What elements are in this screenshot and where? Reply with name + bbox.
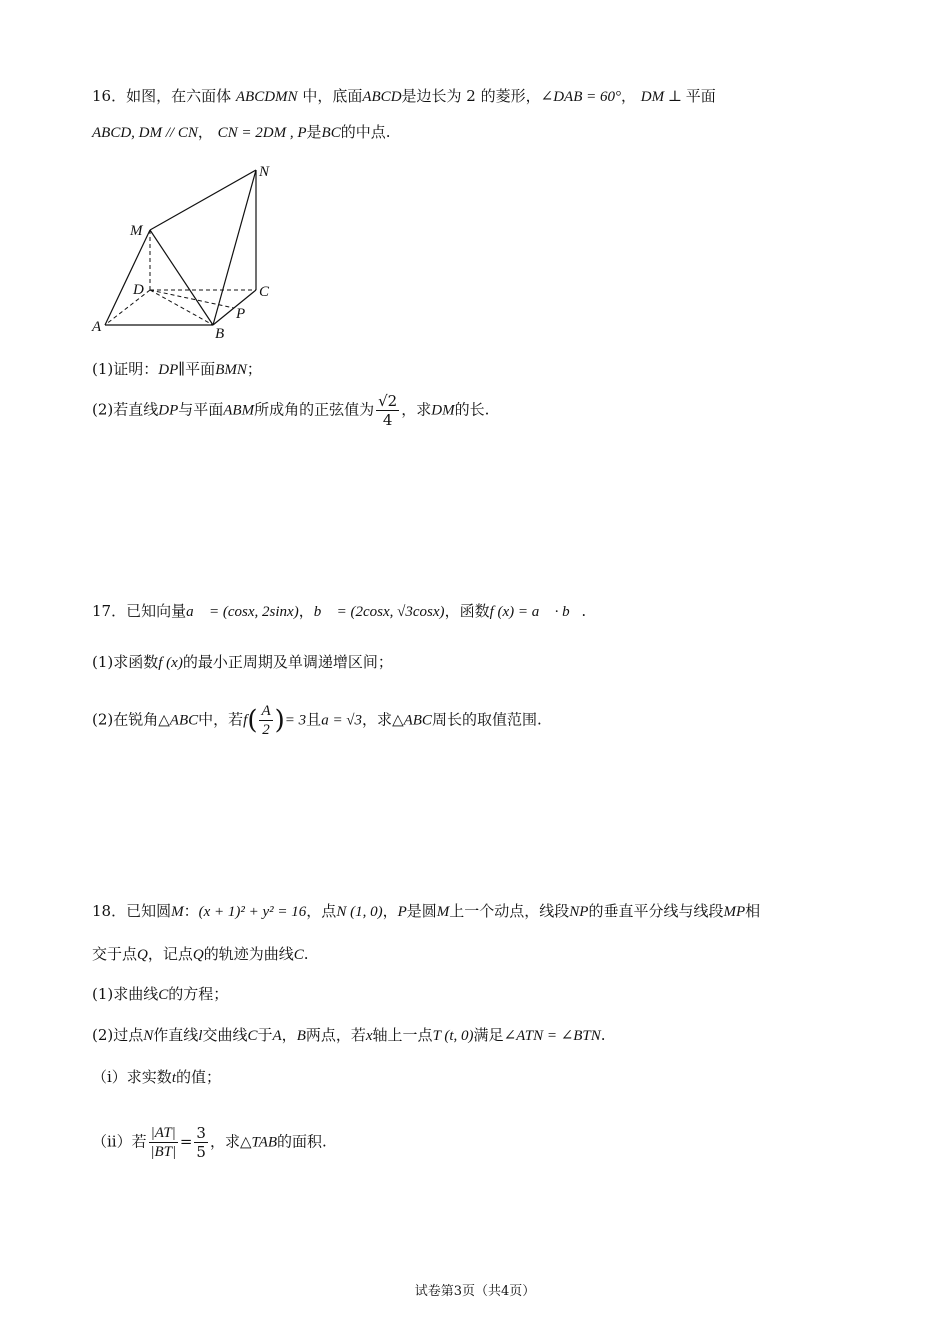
math: C (247, 1028, 258, 1044)
fraction-numerator: 3 (196, 1124, 206, 1142)
fraction (149, 1124, 178, 1161)
math: f (x) = a⃗ · b⃗ (489, 604, 582, 620)
p17-q1 (92, 651, 393, 674)
math: △ABC (392, 712, 432, 729)
fraction-numerator: A (261, 703, 271, 719)
math: B (296, 1028, 306, 1044)
text: 交曲线 (202, 1026, 248, 1044)
text: ∥平面 (178, 360, 216, 378)
text: 的值； (175, 1068, 221, 1086)
math: DM ⊥ (640, 89, 686, 105)
text: ，求 (209, 1132, 240, 1151)
fraction-denominator: 5 (196, 1143, 206, 1161)
label-M: M (130, 223, 143, 239)
text: 相 (745, 902, 761, 920)
math: f (243, 712, 248, 729)
math: NP (569, 904, 589, 920)
text: 两点，若 (305, 1026, 366, 1044)
edge-BC (213, 290, 256, 325)
text: = (179, 1132, 193, 1151)
label-B: B (215, 326, 225, 342)
text: ， (298, 602, 314, 620)
math: C (158, 987, 169, 1003)
math: C (293, 947, 304, 963)
text: 满足 (473, 1026, 504, 1044)
text: 中，底面 (302, 87, 363, 105)
text: 已知向量 (126, 602, 187, 620)
p16-q1 (92, 358, 262, 381)
fraction-numerator: |AT| (150, 1125, 176, 1141)
p16-line-1 (92, 85, 716, 108)
math: f (x) (158, 655, 183, 671)
text: ： (183, 902, 199, 920)
edge-MN (150, 170, 256, 230)
label-A: A (92, 319, 102, 335)
math: ∠ATN = ∠BTN (503, 1028, 601, 1044)
p16-line-2 (92, 121, 390, 144)
hexahedron-figure (80, 158, 300, 348)
math: MP (723, 904, 746, 920)
p18-s1 (92, 1066, 221, 1089)
text: 的面积. (277, 1132, 327, 1151)
text: ， (382, 902, 398, 920)
fraction-denominator: |BT| (150, 1144, 177, 1160)
math: N (143, 1028, 154, 1044)
math: M (436, 904, 450, 920)
text: 的最小正周期及单调递增区间； (182, 653, 393, 671)
math: BC (321, 125, 341, 141)
text: 是 (306, 123, 322, 141)
p18-line-2 (92, 943, 309, 966)
math: a⃗ = (cosx, 2sinx) (186, 604, 299, 620)
fraction (259, 702, 272, 739)
text: 轴上一点 (372, 1026, 433, 1044)
text: . (581, 602, 587, 620)
math: = 3 (284, 712, 307, 729)
label-P: P (236, 306, 246, 322)
text: ； (246, 360, 262, 378)
edge-DB (150, 290, 213, 325)
text: (1)求函数 (92, 653, 159, 671)
text: 平面 (685, 87, 716, 105)
text: ，函数 (444, 602, 490, 620)
page-footer: 试卷第3页（共4页） (414, 1284, 536, 1299)
text: 的中点. (340, 123, 391, 141)
math: ABCD, DM // CN (92, 125, 198, 141)
text: 上一个动点，线段 (449, 902, 570, 920)
math: DP (158, 362, 179, 378)
math: Q (192, 947, 204, 963)
text: 交于点 (92, 945, 138, 963)
p18-q2 (92, 1024, 606, 1047)
problem-number: 18． (92, 902, 127, 920)
math: DM (431, 402, 455, 419)
math: ABM (223, 402, 255, 419)
p16-q2 (92, 392, 489, 429)
math: ∠DAB = 60° (540, 89, 621, 105)
text: 所成角的正弦值为 (254, 400, 375, 419)
text: ， (281, 1026, 297, 1044)
fraction (194, 1124, 208, 1161)
text: ， (620, 87, 636, 105)
text: . (303, 945, 309, 963)
p17-q2 (92, 702, 542, 739)
p18-line-1 (92, 900, 760, 923)
math: b⃗ = (2cosx, √3cosx) (313, 604, 445, 620)
math: ABCD (362, 89, 402, 105)
label-C: C (259, 284, 270, 300)
text: 周长的取值范围. (431, 710, 542, 729)
text: 中，若 (198, 710, 244, 729)
paren-close: ) (274, 705, 285, 736)
p18-q1 (92, 983, 228, 1006)
text: 且 (306, 710, 322, 729)
text: 是圆 (406, 902, 437, 920)
fraction-numerator: √2 (378, 392, 398, 410)
math: A (272, 1028, 282, 1044)
math: DP (158, 402, 179, 419)
text: 是边长为 2 的菱形， (401, 87, 541, 105)
text: ，求 (401, 400, 432, 419)
edge-NB (213, 170, 256, 325)
math: t (171, 1070, 176, 1086)
math: BMN (215, 362, 247, 378)
fraction (376, 392, 399, 429)
text: （ii）若 (92, 1132, 147, 1151)
text: 与平面 (178, 400, 224, 419)
text: ， (197, 123, 213, 141)
paren-open: ( (247, 705, 258, 736)
text: . (600, 1026, 606, 1044)
text: ，点 (306, 902, 337, 920)
math: P (397, 904, 407, 920)
math: △ABC (158, 712, 199, 729)
text: 的方程； (168, 985, 229, 1003)
text: (2)过点 (92, 1026, 144, 1044)
problem-number: 17． (92, 602, 127, 620)
text: (1)求曲线 (92, 985, 159, 1003)
edge-MB (150, 230, 213, 325)
fraction-denominator: 2 (262, 722, 270, 738)
text: (2)在锐角 (92, 710, 159, 729)
math: △TAB (239, 1134, 278, 1151)
problem-number: 16． (92, 87, 127, 105)
text: 的垂直平分线与线段 (588, 902, 724, 920)
fraction-denominator: 4 (382, 411, 393, 429)
p18-s2 (92, 1124, 327, 1161)
math: (x + 1)² + y² = 16 (198, 904, 307, 920)
math: a = √3 (321, 712, 363, 729)
p17-line-1 (92, 600, 586, 623)
math: l (198, 1028, 203, 1044)
text: 的长. (454, 400, 490, 419)
label-D: D (133, 282, 144, 298)
math: CN = 2DM , P (217, 125, 307, 141)
text: (2)若直线 (92, 400, 159, 419)
label-N: N (259, 164, 270, 180)
text: (1)证明： (92, 360, 159, 378)
text: ，记点 (147, 945, 193, 963)
math: x (365, 1028, 373, 1044)
math: N (1, 0) (336, 904, 383, 920)
text: 的轨迹为曲线 (203, 945, 294, 963)
edge-AM (105, 230, 150, 325)
math: ABCDMN (235, 89, 298, 105)
math: T (t, 0) (432, 1028, 474, 1044)
math: M (171, 904, 184, 920)
text: ，求 (362, 710, 393, 729)
text: 于 (257, 1026, 273, 1044)
text: （i）求实数 (92, 1068, 172, 1086)
math: Q (137, 947, 148, 963)
text: 已知圆 (126, 902, 172, 920)
text: 如图，在六面体 (126, 87, 232, 105)
text: 作直线 (153, 1026, 199, 1044)
